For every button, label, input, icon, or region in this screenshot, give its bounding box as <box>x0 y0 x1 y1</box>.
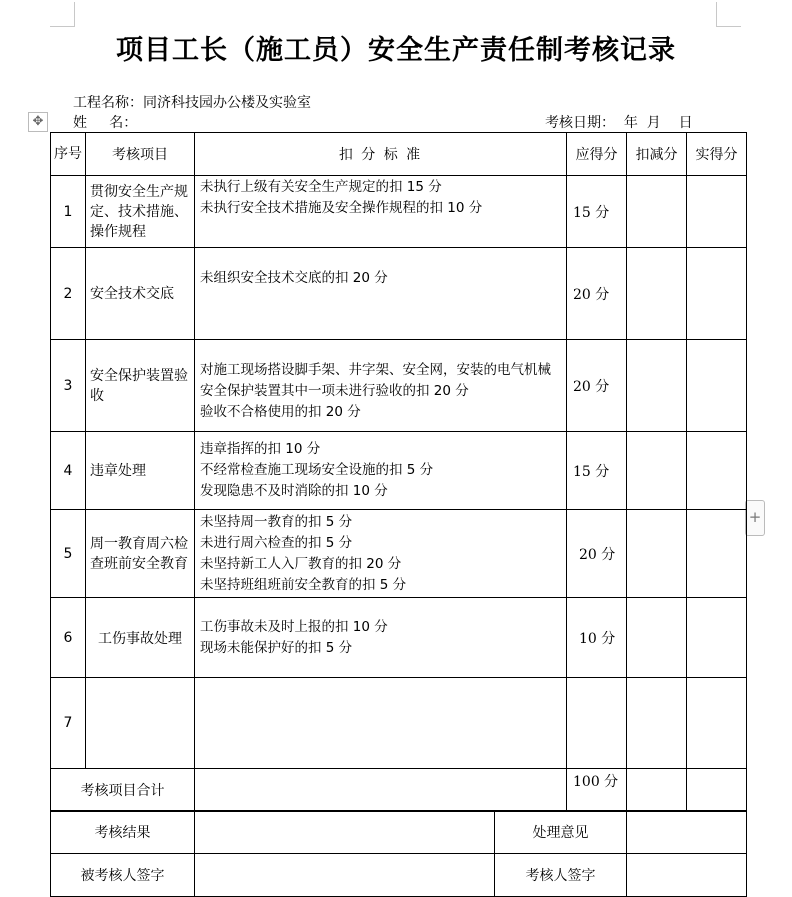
row-standard[interactable] <box>195 678 567 769</box>
standard-line: 未执行安全技术措施及安全操作规程的扣 10 分 <box>200 200 483 216</box>
table-row <box>51 598 747 678</box>
row-deduct-cell[interactable] <box>627 510 687 598</box>
result-value-cell[interactable] <box>195 811 495 854</box>
project-label: 工程名称： <box>73 95 143 111</box>
row-item[interactable]: 安全保护装置验收 <box>86 340 195 432</box>
standard-line: 未坚持班组班前安全教育的扣 5 分 <box>200 576 407 593</box>
page-corner-mark <box>50 2 75 27</box>
table-row <box>51 678 747 769</box>
header-seq: 序号 <box>51 133 86 176</box>
standard-line: 未执行上级有关安全生产规定的扣 15 分 <box>200 179 442 195</box>
row-standard[interactable] <box>195 510 567 598</box>
total-actual-cell[interactable] <box>687 769 747 812</box>
table-row <box>51 248 747 340</box>
row-number: 3 <box>51 340 86 432</box>
row-item[interactable]: 违章处理 <box>86 432 195 510</box>
standard-line: 现场未能保护好的扣 5 分 <box>200 639 353 656</box>
standard-line: 未组织安全技术交底的扣 20 分 <box>200 270 388 286</box>
standard-line: 不经常检查施工现场安全设施的扣 5 分 <box>200 462 434 478</box>
header-deduct: 扣减分 <box>627 133 687 176</box>
row-standard[interactable] <box>195 432 567 510</box>
row-deduct-cell[interactable] <box>627 598 687 678</box>
header-standard: 扣 分 标 准 <box>195 133 567 176</box>
total-standard-cell[interactable] <box>195 769 567 812</box>
row-actual-cell[interactable] <box>687 678 747 769</box>
opinion-value-cell[interactable] <box>627 811 747 854</box>
row-actual-cell[interactable] <box>687 340 747 432</box>
result-label: 考核结果 <box>51 811 195 854</box>
page-corner-mark <box>716 2 741 27</box>
standard-line: 对施工现场搭设脚手架、井字架、安全网，安装的电气机械 <box>200 362 551 378</box>
row-item[interactable]: 安全技术交底 <box>86 248 195 340</box>
header-actual: 实得分 <box>687 133 747 176</box>
signature-row <box>51 854 747 897</box>
row-standard[interactable] <box>195 248 567 340</box>
row-deduct-cell[interactable] <box>627 248 687 340</box>
row-actual-cell[interactable] <box>687 248 747 340</box>
row-deduct-cell[interactable] <box>627 678 687 769</box>
name-label: 姓 名： <box>73 115 138 131</box>
header-due: 应得分 <box>567 133 627 176</box>
standard-line: 安全保护装置其中一项未进行验收的扣 20 分 <box>200 383 469 399</box>
project-name: 同济科技园办公楼及实验室 <box>143 95 311 111</box>
row-item[interactable]: 贯彻安全生产规定、技术措施、操作规程 <box>86 176 195 248</box>
standard-line: 工伤事故未及时上报的扣 10 分 <box>200 618 388 635</box>
row-actual-cell[interactable] <box>687 598 747 678</box>
row-due-score[interactable]: 15 分 <box>567 176 627 248</box>
standard-line: 未进行周六检查的扣 5 分 <box>200 534 353 551</box>
total-row <box>51 769 747 812</box>
result-table <box>50 810 747 897</box>
add-row-icon[interactable]: + <box>745 500 765 536</box>
row-item[interactable]: 工伤事故处理 <box>86 598 195 678</box>
row-number: 5 <box>51 510 86 598</box>
standard-line: 未坚持周一教育的扣 5 分 <box>200 513 353 530</box>
row-item[interactable] <box>86 678 195 769</box>
row-due-score[interactable]: 15 分 <box>567 432 627 510</box>
examinee-signature-cell[interactable] <box>195 854 495 897</box>
row-actual-cell[interactable] <box>687 432 747 510</box>
total-deduct-cell[interactable] <box>627 769 687 812</box>
assessment-table <box>50 132 747 812</box>
table-row <box>51 176 747 248</box>
assessment-date: 考核日期： 年 月 日 <box>545 115 693 131</box>
row-standard[interactable] <box>195 176 567 248</box>
result-row <box>51 811 747 854</box>
row-number: 1 <box>51 176 86 248</box>
row-deduct-cell[interactable] <box>627 340 687 432</box>
row-number: 6 <box>51 598 86 678</box>
row-due-score[interactable]: 10 分 <box>567 598 627 678</box>
row-standard[interactable] <box>195 598 567 678</box>
row-standard[interactable] <box>195 340 567 432</box>
row-number: 7 <box>51 678 86 769</box>
row-actual-cell[interactable] <box>687 510 747 598</box>
standard-line: 违章指挥的扣 10 分 <box>200 441 321 457</box>
row-due-score[interactable]: 20 分 <box>567 248 627 340</box>
standard-line: 未坚持新工人入厂教育的扣 20 分 <box>200 555 402 572</box>
table-row <box>51 510 747 598</box>
row-deduct-cell[interactable] <box>627 432 687 510</box>
examinee-signature-label: 被考核人签字 <box>51 854 195 897</box>
row-item[interactable]: 周一教育周六检查班前安全教育 <box>86 510 195 598</box>
table-row <box>51 340 747 432</box>
row-due-score[interactable]: 20 分 <box>567 340 627 432</box>
standard-line: 验收不合格使用的扣 20 分 <box>200 404 361 420</box>
document-title: 项目工长（施工员）安全生产责任制考核记录 <box>116 35 676 66</box>
total-score[interactable]: 100 分 <box>567 769 627 812</box>
table-move-icon[interactable]: ✥ <box>28 112 48 132</box>
opinion-label: 处理意见 <box>495 811 627 854</box>
total-label: 考核项目合计 <box>51 769 195 812</box>
standard-line: 发现隐患不及时消除的扣 10 分 <box>200 483 388 499</box>
header-row <box>51 133 747 176</box>
row-actual-cell[interactable] <box>687 176 747 248</box>
project-line <box>73 92 311 112</box>
row-number: 4 <box>51 432 86 510</box>
header-item: 考核项目 <box>86 133 195 176</box>
row-deduct-cell[interactable] <box>627 176 687 248</box>
row-number: 2 <box>51 248 86 340</box>
table-row <box>51 432 747 510</box>
examiner-signature-cell[interactable] <box>627 854 747 897</box>
examiner-signature-label: 考核人签字 <box>495 854 627 897</box>
row-due-score[interactable]: 20 分 <box>567 510 627 598</box>
row-due-score[interactable] <box>567 678 627 769</box>
